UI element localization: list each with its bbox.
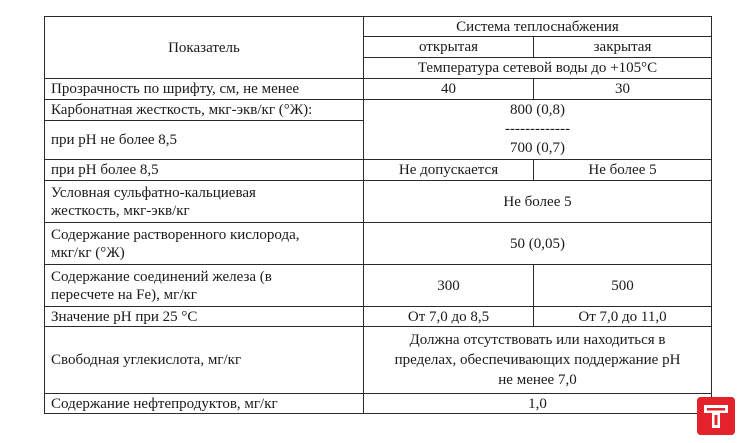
- co2-value-line3: не менее 7,0: [498, 372, 577, 388]
- sulfate-label-line1: Условная сульфатно-кальциевая: [51, 184, 256, 201]
- header-temperature: Температура сетевой воды до +105°С: [364, 58, 712, 79]
- row-label-co2: Свободная углекислота, мг/кг: [45, 327, 364, 394]
- header-system: Система теплоснабжения: [364, 17, 712, 37]
- table-row: [45, 181, 712, 223]
- value-transparency-closed: 30: [534, 79, 712, 100]
- row-label-ph-above: при pH более 8,5: [45, 160, 364, 181]
- value-ph-above-open: Не допускается: [364, 160, 534, 181]
- table-row: [45, 265, 712, 307]
- header-indicator: Показатель: [45, 17, 364, 79]
- table-row: [45, 223, 712, 265]
- value-transparency-open: 40: [364, 79, 534, 100]
- row-label-sulfate: [45, 181, 364, 223]
- water-quality-table: [44, 16, 712, 414]
- co2-value-line1: Должна отсутствовать или находиться в: [409, 332, 666, 348]
- iron-label-line1: Содержание соединений железа (в: [51, 268, 272, 285]
- table-row: [45, 394, 712, 414]
- row-label-ph-max: при pH не более 8,5: [45, 121, 364, 160]
- header-open: открытая: [364, 37, 534, 58]
- header-closed: закрытая: [534, 37, 712, 58]
- row-label-oxygen: [45, 223, 364, 265]
- carbonate-separator: -------------: [505, 121, 570, 137]
- oxygen-label-line2: мкг/кг (°Ж): [51, 244, 125, 261]
- table-row: [45, 17, 712, 37]
- value-ph25-closed: От 7,0 до 11,0: [534, 307, 712, 327]
- iron-label-line2: пересчете на Fe), мг/кг: [51, 286, 197, 303]
- table-row: [45, 327, 712, 394]
- oxygen-label-line1: Содержание растворенного кислорода,: [51, 226, 300, 243]
- t-letter-logo-icon: [697, 397, 735, 435]
- value-carbonate: [364, 100, 712, 160]
- value-oil: 1,0: [364, 394, 712, 414]
- value-co2: [364, 327, 712, 394]
- carbonate-value-top: 800 (0,8): [510, 102, 565, 118]
- co2-value-line2: пределах, обеспечивающих поддержание pH: [394, 352, 681, 368]
- table-row: [45, 100, 712, 121]
- row-label-carbonate: Карбонатная жесткость, мкг-экв/кг (°Ж):: [45, 100, 364, 121]
- table-row: [45, 307, 712, 327]
- table-row: [45, 79, 712, 100]
- value-oxygen: 50 (0,05): [364, 223, 712, 265]
- value-ph-above-closed: Не более 5: [534, 160, 712, 181]
- row-label-iron: [45, 265, 364, 307]
- value-iron-closed: 500: [534, 265, 712, 307]
- row-label-oil: Содержание нефтепродуктов, мг/кг: [45, 394, 364, 414]
- value-ph25-open: От 7,0 до 8,5: [364, 307, 534, 327]
- row-label-ph25: Значение pH при 25 °С: [45, 307, 364, 327]
- row-label-transparency: Прозрачность по шрифту, см, не менее: [45, 79, 364, 100]
- value-sulfate: Не более 5: [364, 181, 712, 223]
- carbonate-value-bottom: 700 (0,7): [510, 140, 565, 156]
- table-row: [45, 160, 712, 181]
- value-iron-open: 300: [364, 265, 534, 307]
- sulfate-label-line2: жесткость, мкг-экв/кг: [51, 202, 190, 219]
